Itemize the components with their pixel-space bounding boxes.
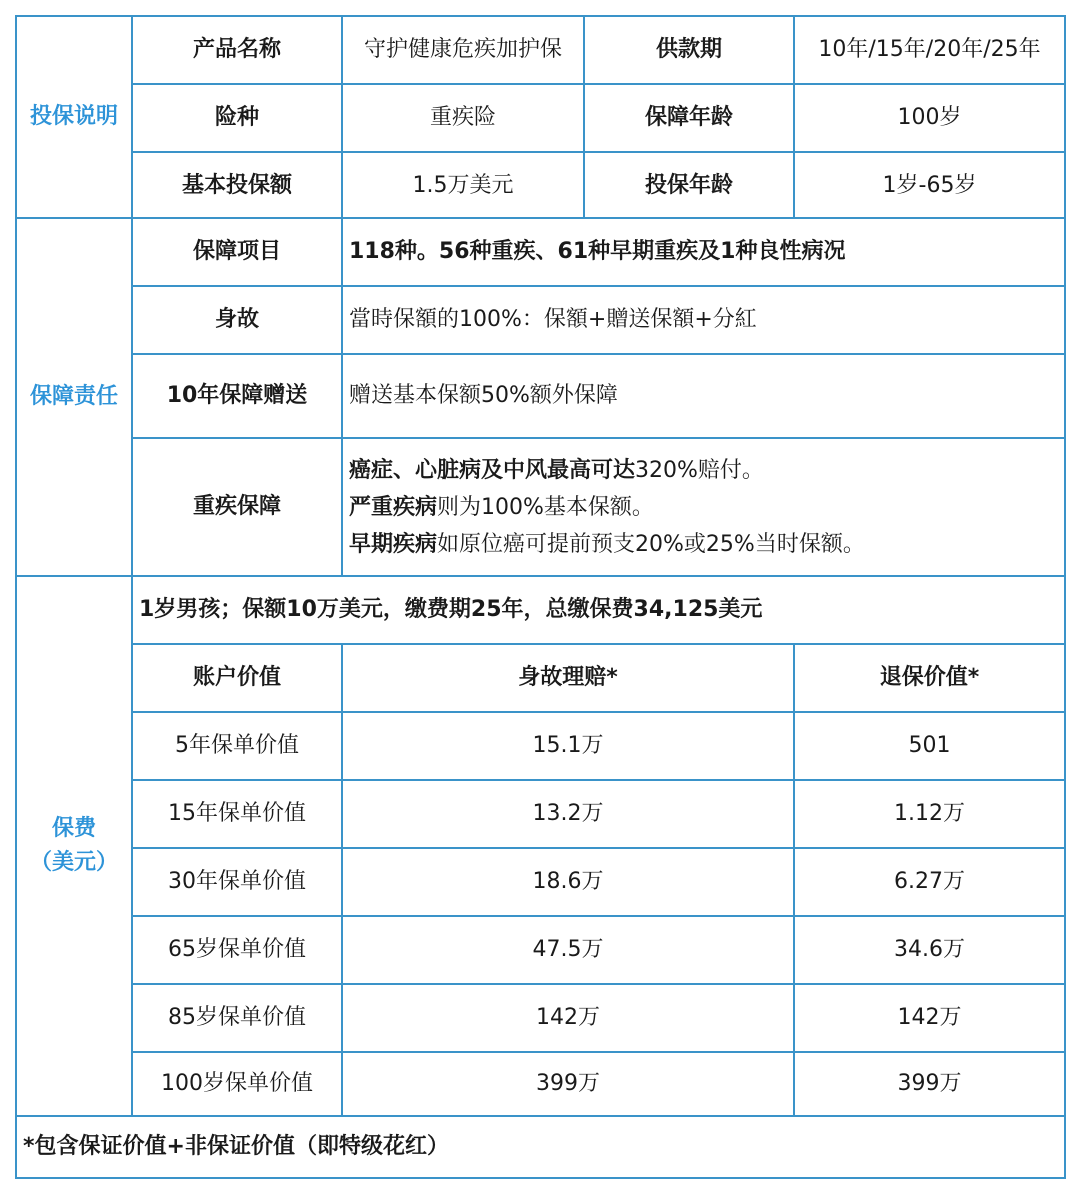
divider bbox=[131, 847, 1064, 849]
section-premium-line2: （美元） bbox=[29, 850, 118, 875]
row-label: 15年保单价值 bbox=[168, 801, 306, 827]
row-label: 100岁保单价值 bbox=[161, 1071, 313, 1097]
section-insurance-info: 投保说明 bbox=[29, 104, 118, 130]
entry-age-label: 投保年龄 bbox=[644, 173, 733, 199]
row-label: 30年保单价值 bbox=[168, 869, 306, 895]
ci-line-3 bbox=[349, 526, 865, 563]
ci-line-2 bbox=[349, 489, 654, 526]
basic-amount-label: 基本投保额 bbox=[181, 173, 292, 199]
ci-line-2-rest: 则为100%基本保额。 bbox=[437, 494, 654, 520]
row-label: 5年保单价值 bbox=[175, 733, 299, 759]
entry-age-value: 1岁-65岁 bbox=[882, 173, 977, 199]
divider bbox=[17, 1115, 1064, 1117]
critical-illness-value bbox=[343, 439, 1064, 575]
divider bbox=[131, 643, 1064, 645]
insurance-type-value: 重疾险 bbox=[429, 105, 496, 131]
section-premium-line1: 保费 bbox=[51, 816, 96, 842]
divider bbox=[131, 983, 1064, 985]
header-surrender-value: 退保价值* bbox=[879, 665, 980, 691]
row-surrender: 6.27万 bbox=[894, 869, 965, 895]
divider bbox=[341, 643, 343, 1115]
divider bbox=[131, 285, 1064, 287]
row-death-claim: 47.5万 bbox=[532, 937, 604, 963]
ci-line-3-rest: 如原位癌可提前预支20%或25%当时保额。 bbox=[437, 531, 865, 557]
coverage-items-label: 保障项目 bbox=[192, 239, 281, 265]
critical-illness-label: 重疾保障 bbox=[192, 494, 281, 520]
premium-scenario: 1岁男孩；保额10万美元，缴费期25年，总缴保费34,125美元 bbox=[139, 597, 763, 623]
payment-period-value: 10年/15年/20年/25年 bbox=[818, 37, 1041, 63]
insurance-table bbox=[15, 15, 1066, 1179]
row-death-claim: 18.6万 bbox=[532, 869, 604, 895]
header-death-claim: 身故理赔* bbox=[518, 665, 618, 691]
coverage-items-value: 118种。56种重疾、61种早期重疾及1种良性病况 bbox=[349, 239, 846, 265]
divider bbox=[131, 1051, 1064, 1053]
product-name-label: 产品名称 bbox=[192, 37, 281, 63]
ci-line-1-bold: 癌症、心脏病及中风最高可达 bbox=[349, 457, 636, 483]
coverage-age-value: 100岁 bbox=[897, 105, 962, 131]
divider bbox=[341, 17, 343, 577]
row-surrender: 501 bbox=[908, 733, 951, 759]
divider bbox=[131, 711, 1064, 713]
section-coverage: 保障责任 bbox=[29, 384, 118, 410]
footnote: *包含保证价值+非保证价值（即特级花红） bbox=[23, 1134, 449, 1160]
death-value: 當時保額的100%：保額+贈送保額+分紅 bbox=[349, 307, 757, 333]
divider bbox=[17, 575, 1064, 577]
divider bbox=[131, 83, 1064, 85]
divider bbox=[131, 151, 1064, 153]
divider bbox=[793, 643, 795, 1115]
ci-line-3-bold: 早期疾病 bbox=[349, 531, 438, 557]
payment-period-label: 供款期 bbox=[655, 37, 722, 63]
divider bbox=[131, 779, 1064, 781]
bonus-label: 10年保障赠送 bbox=[166, 383, 308, 409]
divider bbox=[583, 17, 585, 219]
product-name-value: 守护健康危疾加护保 bbox=[363, 37, 562, 63]
row-death-claim: 15.1万 bbox=[532, 733, 604, 759]
row-death-claim: 142万 bbox=[536, 1005, 600, 1031]
divider bbox=[131, 915, 1064, 917]
bonus-value: 赠送基本保额50%额外保障 bbox=[349, 383, 618, 409]
row-label: 65岁保单价值 bbox=[168, 937, 306, 963]
row-death-claim: 13.2万 bbox=[532, 801, 604, 827]
coverage-age-label: 保障年龄 bbox=[644, 105, 733, 131]
divider bbox=[131, 17, 133, 1115]
divider bbox=[17, 217, 1064, 219]
section-premium bbox=[17, 577, 131, 1115]
ci-line-2-bold: 严重疾病 bbox=[349, 494, 438, 520]
row-surrender: 1.12万 bbox=[894, 801, 965, 827]
row-surrender: 142万 bbox=[897, 1005, 962, 1031]
divider bbox=[793, 17, 795, 219]
row-surrender: 34.6万 bbox=[894, 937, 965, 963]
death-label: 身故 bbox=[214, 307, 259, 333]
ci-line-1-rest: 320%赔付。 bbox=[635, 457, 764, 483]
header-account-value: 账户价值 bbox=[192, 665, 281, 691]
row-surrender: 399万 bbox=[897, 1071, 962, 1097]
row-label: 85岁保单价值 bbox=[168, 1005, 306, 1031]
divider bbox=[131, 353, 1064, 355]
insurance-type-label: 险种 bbox=[214, 105, 259, 131]
basic-amount-value: 1.5万美元 bbox=[412, 173, 514, 199]
divider bbox=[131, 437, 1064, 439]
ci-line-1 bbox=[349, 452, 764, 489]
row-death-claim: 399万 bbox=[536, 1071, 600, 1097]
